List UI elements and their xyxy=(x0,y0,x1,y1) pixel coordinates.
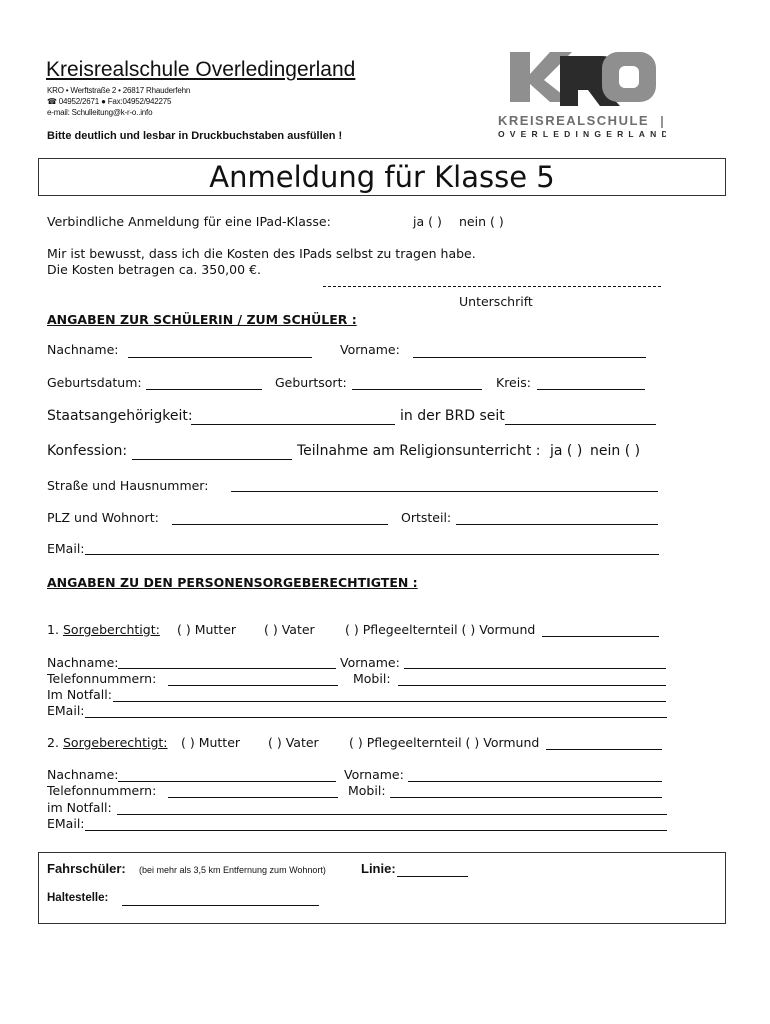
staatsangehoerigkeit-field[interactable] xyxy=(191,424,395,425)
guardian1-vorname-field[interactable] xyxy=(404,668,666,669)
kro-logo-icon xyxy=(498,46,666,141)
ipad-cost-line1: Mir ist bewusst, dass ich die Kosten des IPads selbst zu tragen habe. xyxy=(47,246,476,261)
guardian2-other-option[interactable]: ( ) Pflegeelternteil ( ) Vormund xyxy=(349,735,540,750)
plz-field[interactable] xyxy=(172,524,388,525)
logo-line1: KREISREALSCHULE xyxy=(498,113,650,128)
guardian1-other-option[interactable]: ( ) Pflegeelternteil ( ) Vormund xyxy=(345,622,536,637)
ortsteil-label: Ortsteil: xyxy=(401,510,452,525)
school-address: KRO • Werftstraße 2 • 26817 Rhauderfehn xyxy=(47,86,191,95)
ipad-yes-option[interactable]: ja ( ) xyxy=(413,214,442,229)
guardian2-telefon-label: Telefonnummern: xyxy=(47,783,157,798)
guardian2-email-field[interactable] xyxy=(85,830,667,831)
student-vorname-label: Vorname: xyxy=(340,342,400,357)
guardian1-telefon-label: Telefonnummern: xyxy=(47,671,157,686)
guardian2-vorname-field[interactable] xyxy=(408,781,662,782)
geburtsdatum-field[interactable] xyxy=(146,389,262,390)
guardian2-notfall-field[interactable] xyxy=(117,814,667,815)
guardian2-notfall-label: im Notfall: xyxy=(47,800,112,815)
school-email: e-mail: Schulleitung@k-r-o..info xyxy=(47,108,153,117)
student-email-label: EMail: xyxy=(47,541,85,556)
guardian2-telefon-field[interactable] xyxy=(168,797,338,798)
religion-label: Teilnahme am Religionsunterricht : xyxy=(297,443,541,459)
guardian1-nachname-label: Nachname: xyxy=(47,655,119,670)
guardian1-notfall-label: Im Notfall: xyxy=(47,687,112,702)
religion-yes-option[interactable]: ja ( ) xyxy=(550,443,583,459)
guardian1-vater-option[interactable]: ( ) Vater xyxy=(264,622,315,637)
student-nachname-field[interactable] xyxy=(128,357,312,358)
guardian1-notfall-field[interactable] xyxy=(113,701,666,702)
guardian1-vorname-label: Vorname: xyxy=(340,655,400,670)
school-phone: ☎ 04952/2671 ● Fax:04952/942275 xyxy=(47,97,172,106)
guardian2-nachname-label: Nachname: xyxy=(47,767,119,782)
strasse-field[interactable] xyxy=(231,491,658,492)
guardian1-email-label: EMail: xyxy=(47,703,85,718)
guardian1-nachname-field[interactable] xyxy=(118,668,336,669)
guardian1-label: Sorgeberchtigt: xyxy=(63,622,160,637)
signature-label: Unterschrift xyxy=(459,294,533,309)
religion-no-option[interactable]: nein ( ) xyxy=(590,443,641,459)
guardian2-vater-option[interactable]: ( ) Vater xyxy=(268,735,319,750)
fahrschueler-label: Fahrschüler: xyxy=(47,861,126,876)
guardian2-vorname-label: Vorname: xyxy=(344,767,404,782)
student-nachname-label: Nachname: xyxy=(47,342,119,357)
guardian1-mobil-field[interactable] xyxy=(398,685,666,686)
ipad-cost-line2: Die Kosten betragen ca. 350,00 €. xyxy=(47,262,261,277)
guardian2-mobil-label: Mobil: xyxy=(348,783,386,798)
konfession-label: Konfession: xyxy=(47,443,128,459)
brd-seit-label: in der BRD seit xyxy=(400,408,505,424)
guardian1-mutter-option[interactable]: ( ) Mutter xyxy=(177,622,237,637)
staatsangehoerigkeit-label: Staatsangehörigkeit: xyxy=(47,408,193,424)
geburtsdatum-label: Geburtsdatum: xyxy=(47,375,142,390)
guardian1-other-field[interactable] xyxy=(542,636,659,637)
guardian2-email-label: EMail: xyxy=(47,816,85,831)
student-email-field[interactable] xyxy=(85,554,659,555)
haltestelle-label: Haltestelle: xyxy=(47,892,109,904)
plz-label: PLZ und Wohnort: xyxy=(47,510,159,525)
guardian2-mobil-field[interactable] xyxy=(390,797,662,798)
fahrschueler-note: (bei mehr als 3,5 km Entfernung zum Wohnort) xyxy=(139,865,326,875)
strasse-label: Straße und Hausnummer: xyxy=(47,478,209,493)
student-section-title: ANGABEN ZUR SCHÜLERIN / ZUM SCHÜLER : xyxy=(47,312,357,327)
guardian2-label: Sorgeberechtigt: xyxy=(63,735,168,750)
linie-label: Linie: xyxy=(361,861,396,876)
guardian1-email-field[interactable] xyxy=(85,717,667,718)
guardians-section-title: ANGABEN ZU DEN PERSONENSORGEBERECHTIGTEN : xyxy=(47,575,418,590)
haltestelle-field[interactable] xyxy=(122,905,319,906)
guardian1-mobil-label: Mobil: xyxy=(353,671,391,686)
guardian2-number: 2. xyxy=(47,735,59,750)
guardian2-other-field[interactable] xyxy=(546,749,662,750)
guardian1-number: 1. xyxy=(47,622,59,637)
fill-instruction: Bitte deutlich und lesbar in Druckbuchstaben ausfüllen ! xyxy=(47,130,343,142)
konfession-field[interactable] xyxy=(132,459,292,460)
logo-line2: OVERLEDINGERLAND xyxy=(498,129,666,139)
student-vorname-field[interactable] xyxy=(413,357,646,358)
brd-seit-field[interactable] xyxy=(505,424,656,425)
kreis-field[interactable] xyxy=(537,389,645,390)
ortsteil-field[interactable] xyxy=(456,524,658,525)
ipad-label: Verbindliche Anmeldung für eine IPad-Klasse: xyxy=(47,214,331,229)
ipad-no-option[interactable]: nein ( ) xyxy=(459,214,504,229)
page-title: Anmeldung für Klasse 5 xyxy=(209,160,555,194)
guardian1-telefon-field[interactable] xyxy=(168,685,338,686)
signature-line[interactable] xyxy=(323,286,661,287)
school-name: Kreisrealschule Overledingerland xyxy=(46,58,356,81)
geburtsort-field[interactable] xyxy=(352,389,482,390)
kreis-label: Kreis: xyxy=(496,375,531,390)
guardian2-mutter-option[interactable]: ( ) Mutter xyxy=(181,735,241,750)
guardian2-nachname-field[interactable] xyxy=(118,781,336,782)
linie-field[interactable] xyxy=(397,876,468,877)
school-logo xyxy=(498,46,666,141)
geburtsort-label: Geburtsort: xyxy=(275,375,347,390)
